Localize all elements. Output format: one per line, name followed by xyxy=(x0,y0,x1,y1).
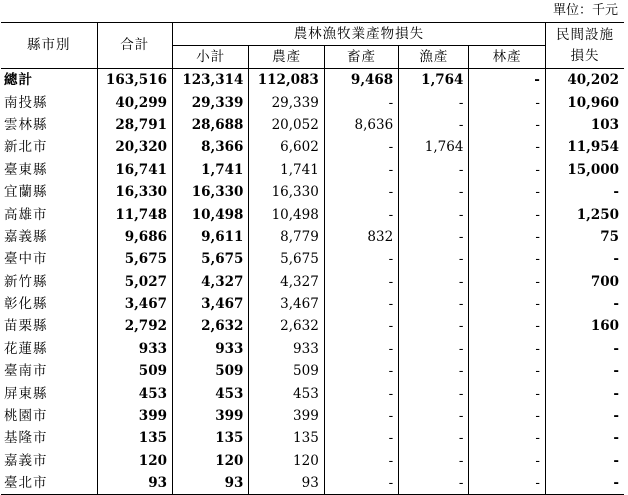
cell-name: 臺東縣 xyxy=(4,161,48,178)
cell-name: 雲林縣 xyxy=(4,116,48,133)
cell-fishery: - xyxy=(399,382,469,404)
cell-fishery: - xyxy=(399,159,469,181)
unit-label: 單位：千元 xyxy=(552,3,618,18)
cell-agri: 135 xyxy=(249,427,324,449)
table-row xyxy=(1,293,624,315)
cell-livestock: - xyxy=(324,181,398,203)
cell-total: 5,027 xyxy=(97,271,172,293)
cell-fishery: - xyxy=(399,203,469,225)
cell-subtotal: 123,314 xyxy=(172,69,248,92)
cell-agri: 3,467 xyxy=(249,293,324,315)
cell-facility: 10,960 xyxy=(545,91,624,113)
cell-facility: - xyxy=(545,338,624,360)
cell-livestock: - xyxy=(324,450,398,472)
cell-fishery: - xyxy=(399,427,469,449)
table-row xyxy=(1,360,624,382)
cell-forestry: - xyxy=(469,203,545,225)
cell-agri: 6,602 xyxy=(249,136,324,158)
cell-subtotal: 1,741 xyxy=(172,159,248,181)
table-row xyxy=(1,315,624,337)
cell-fishery: - xyxy=(399,248,469,270)
cell-facility: 160 xyxy=(545,315,624,337)
cell-subtotal: 16,330 xyxy=(172,181,248,203)
cell-facility: 1,250 xyxy=(545,203,624,225)
cell-total: 40,299 xyxy=(97,91,172,113)
table-header xyxy=(1,23,624,69)
header-forestry: 林產 xyxy=(469,46,545,69)
cell-livestock: - xyxy=(324,248,398,270)
table-body xyxy=(1,69,624,495)
cell-forestry: - xyxy=(469,159,545,181)
cell-facility: - xyxy=(545,382,624,404)
cell-subtotal: 509 xyxy=(172,360,248,382)
cell-subtotal: 28,688 xyxy=(172,114,248,136)
cell-total: 509 xyxy=(97,360,172,382)
cell-forestry: - xyxy=(469,226,545,248)
cell-livestock: - xyxy=(324,427,398,449)
cell-name: 嘉義市 xyxy=(4,452,48,469)
cell-livestock: - xyxy=(324,382,398,404)
cell-total: 135 xyxy=(97,427,172,449)
cell-livestock: 832 xyxy=(324,226,398,248)
table-row xyxy=(1,338,624,360)
cell-forestry: - xyxy=(469,472,545,495)
cell-total: 163,516 xyxy=(97,69,172,92)
cell-subtotal: 10,498 xyxy=(172,203,248,225)
cell-fishery: - xyxy=(399,450,469,472)
table-row xyxy=(1,114,624,136)
table-row xyxy=(1,472,624,495)
table-row xyxy=(1,271,624,293)
cell-agri: 4,327 xyxy=(249,271,324,293)
cell-facility: 15,000 xyxy=(545,159,624,181)
cell-name: 屏東縣 xyxy=(4,385,48,402)
table-row xyxy=(1,405,624,427)
cell-facility: - xyxy=(545,405,624,427)
table-row-total xyxy=(1,69,624,92)
cell-livestock: - xyxy=(324,293,398,315)
cell-subtotal: 29,339 xyxy=(172,91,248,113)
cell-agri: 16,330 xyxy=(249,181,324,203)
cell-name: 基隆市 xyxy=(4,430,48,447)
cell-fishery: - xyxy=(399,472,469,495)
cell-facility: - xyxy=(545,181,624,203)
cell-forestry: - xyxy=(469,405,545,427)
cell-livestock: 9,468 xyxy=(324,69,398,92)
cell-name: 臺中市 xyxy=(4,251,48,268)
cell-total: 93 xyxy=(97,472,172,495)
loss-table xyxy=(1,22,624,495)
cell-forestry: - xyxy=(469,114,545,136)
table-row xyxy=(1,450,624,472)
cell-subtotal: 933 xyxy=(172,338,248,360)
cell-livestock: - xyxy=(324,315,398,337)
cell-forestry: - xyxy=(469,136,545,158)
cell-subtotal: 135 xyxy=(172,427,248,449)
cell-agri: 8,779 xyxy=(249,226,324,248)
cell-name: 宜蘭縣 xyxy=(4,184,48,201)
cell-subtotal: 453 xyxy=(172,382,248,404)
cell-subtotal: 8,366 xyxy=(172,136,248,158)
cell-fishery: - xyxy=(399,91,469,113)
cell-agri: 29,339 xyxy=(249,91,324,113)
cell-forestry: - xyxy=(469,293,545,315)
cell-total: 20,320 xyxy=(97,136,172,158)
cell-forestry: - xyxy=(469,91,545,113)
cell-total: 5,675 xyxy=(97,248,172,270)
cell-forestry: - xyxy=(469,427,545,449)
cell-fishery: - xyxy=(399,293,469,315)
cell-fishery: - xyxy=(399,315,469,337)
cell-forestry: - xyxy=(469,248,545,270)
cell-fishery: - xyxy=(399,271,469,293)
cell-agri: 509 xyxy=(249,360,324,382)
cell-agri: 20,052 xyxy=(249,114,324,136)
cell-livestock: - xyxy=(324,159,398,181)
cell-subtotal: 5,675 xyxy=(172,248,248,270)
header-subtotal: 小計 xyxy=(172,46,248,69)
header-total: 合計 xyxy=(97,23,172,69)
cell-livestock: - xyxy=(324,203,398,225)
cell-agri: 453 xyxy=(249,382,324,404)
cell-name: 南投縣 xyxy=(4,94,48,111)
cell-subtotal: 2,632 xyxy=(172,315,248,337)
header-fishery: 漁產 xyxy=(399,46,469,69)
cell-facility: - xyxy=(545,427,624,449)
cell-agri: 120 xyxy=(249,450,324,472)
cell-name: 總計 xyxy=(4,72,33,89)
cell-subtotal: 9,611 xyxy=(172,226,248,248)
cell-total: 3,467 xyxy=(97,293,172,315)
cell-name: 臺南市 xyxy=(4,363,48,380)
cell-name: 彰化縣 xyxy=(4,296,48,313)
cell-facility: 75 xyxy=(545,226,624,248)
cell-facility: - xyxy=(545,248,624,270)
table-row xyxy=(1,226,624,248)
cell-agri: 933 xyxy=(249,338,324,360)
cell-subtotal: 120 xyxy=(172,450,248,472)
cell-total: 16,741 xyxy=(97,159,172,181)
cell-livestock: - xyxy=(324,136,398,158)
cell-fishery: - xyxy=(399,114,469,136)
cell-agri: 2,632 xyxy=(249,315,324,337)
cell-forestry: - xyxy=(469,69,545,92)
header-county: 縣市別 xyxy=(1,23,97,69)
cell-name: 新北市 xyxy=(4,139,48,156)
cell-forestry: - xyxy=(469,382,545,404)
cell-agri: 5,675 xyxy=(249,248,324,270)
table-row xyxy=(1,248,624,270)
cell-livestock: - xyxy=(324,360,398,382)
table-row xyxy=(1,181,624,203)
cell-name: 桃園市 xyxy=(4,408,48,425)
cell-facility: 103 xyxy=(545,114,624,136)
header-livestock: 畜產 xyxy=(324,46,398,69)
cell-subtotal: 4,327 xyxy=(172,271,248,293)
table-row xyxy=(1,203,624,225)
cell-fishery: - xyxy=(399,360,469,382)
cell-name: 花蓮縣 xyxy=(4,340,48,357)
cell-forestry: - xyxy=(469,450,545,472)
cell-livestock: 8,636 xyxy=(324,114,398,136)
cell-fishery: 1,764 xyxy=(399,136,469,158)
cell-fishery: 1,764 xyxy=(399,69,469,92)
cell-fishery: - xyxy=(399,338,469,360)
cell-total: 11,748 xyxy=(97,203,172,225)
table-row xyxy=(1,427,624,449)
cell-forestry: - xyxy=(469,360,545,382)
header-facility xyxy=(545,23,624,69)
cell-livestock: - xyxy=(324,91,398,113)
table-row xyxy=(1,91,624,113)
cell-forestry: - xyxy=(469,271,545,293)
cell-fishery: - xyxy=(399,226,469,248)
cell-total: 9,686 xyxy=(97,226,172,248)
cell-subtotal: 93 xyxy=(172,472,248,495)
cell-facility: 700 xyxy=(545,271,624,293)
cell-facility: 11,954 xyxy=(545,136,624,158)
cell-facility: - xyxy=(545,450,624,472)
header-agri: 農產 xyxy=(249,46,324,69)
cell-forestry: - xyxy=(469,338,545,360)
cell-fishery: - xyxy=(399,181,469,203)
table-row xyxy=(1,382,624,404)
cell-total: 28,791 xyxy=(97,114,172,136)
cell-total: 933 xyxy=(97,338,172,360)
cell-subtotal: 3,467 xyxy=(172,293,248,315)
header-facility-text: 民間設施損失 xyxy=(555,26,614,64)
cell-name: 嘉義縣 xyxy=(4,228,48,245)
cell-total: 399 xyxy=(97,405,172,427)
cell-agri: 112,083 xyxy=(249,69,324,92)
header-group: 農林漁牧業產物損失 xyxy=(172,23,545,46)
cell-agri: 399 xyxy=(249,405,324,427)
cell-agri: 1,741 xyxy=(249,159,324,181)
table-row xyxy=(1,159,624,181)
cell-facility: - xyxy=(545,472,624,495)
cell-forestry: - xyxy=(469,315,545,337)
cell-facility: - xyxy=(545,293,624,315)
cell-livestock: - xyxy=(324,405,398,427)
cell-name: 高雄市 xyxy=(4,206,48,223)
cell-agri: 93 xyxy=(249,472,324,495)
cell-name: 苗栗縣 xyxy=(4,318,48,335)
cell-total: 16,330 xyxy=(97,181,172,203)
cell-facility: - xyxy=(545,360,624,382)
cell-livestock: - xyxy=(324,271,398,293)
cell-livestock: - xyxy=(324,472,398,495)
cell-total: 2,792 xyxy=(97,315,172,337)
cell-name: 新竹縣 xyxy=(4,273,48,290)
cell-livestock: - xyxy=(324,338,398,360)
cell-facility: 40,202 xyxy=(545,69,624,92)
cell-name: 臺北市 xyxy=(1,472,97,495)
cell-agri: 10,498 xyxy=(249,203,324,225)
cell-forestry: - xyxy=(469,181,545,203)
cell-fishery: - xyxy=(399,405,469,427)
table-row xyxy=(1,136,624,158)
cell-subtotal: 399 xyxy=(172,405,248,427)
cell-total: 453 xyxy=(97,382,172,404)
cell-total: 120 xyxy=(97,450,172,472)
